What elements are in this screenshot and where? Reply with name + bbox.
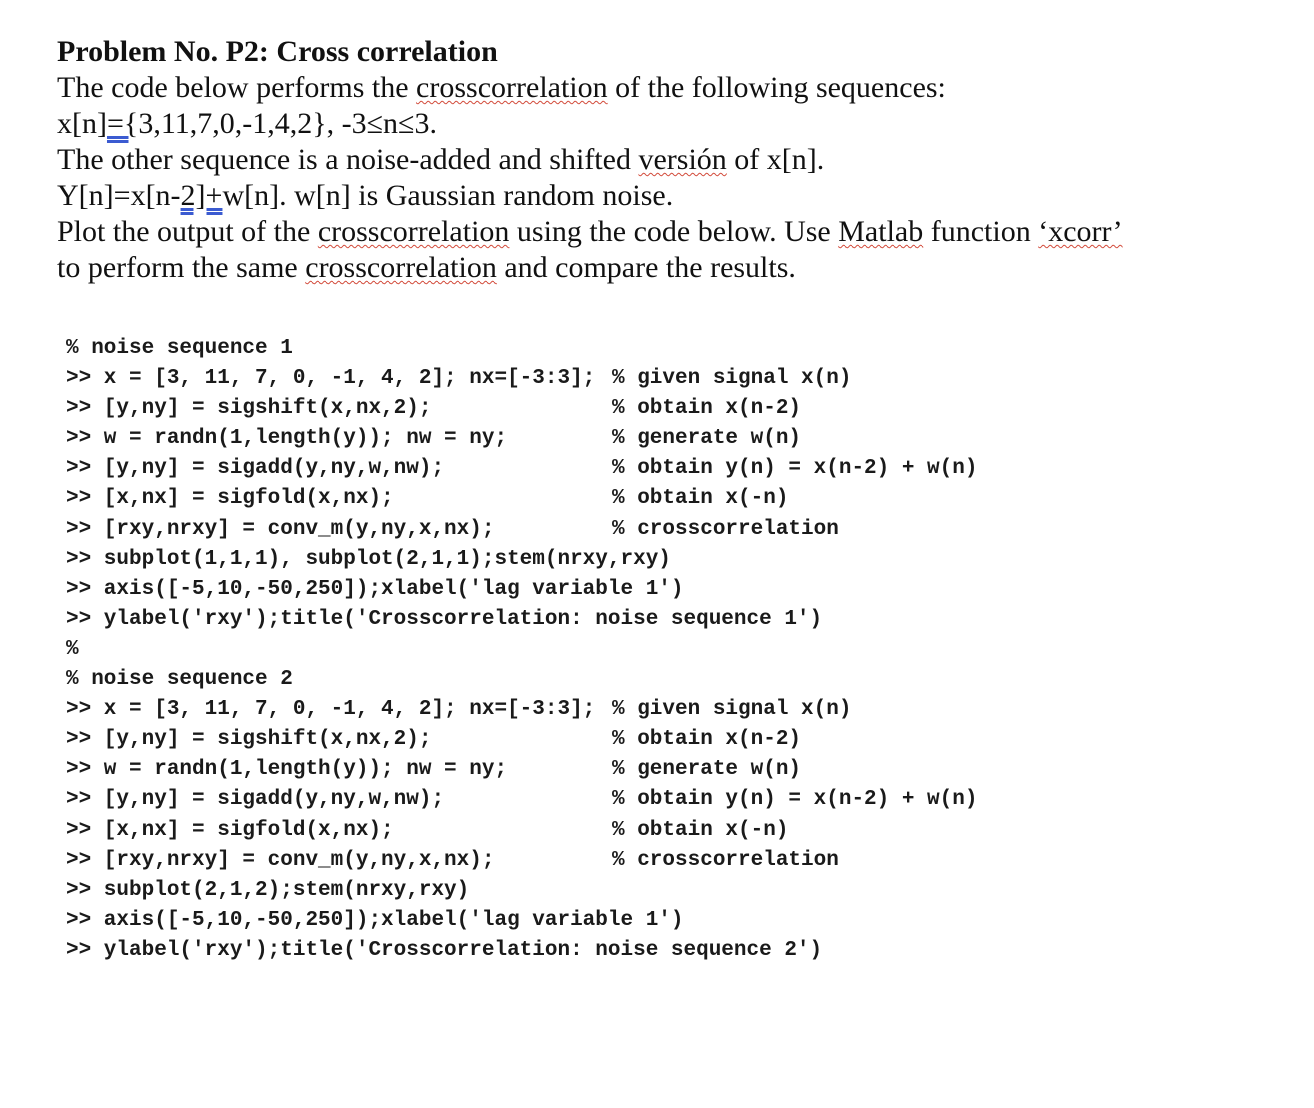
line4-pre: Y[n]=x[n- xyxy=(57,179,181,212)
code-comment: % given signal x(n) xyxy=(612,367,852,391)
code-statement: >> [y,ny] = sigadd(y,ny,w,nw); xyxy=(66,788,445,812)
code-line xyxy=(66,364,1246,394)
line5-a: Plot the output of the xyxy=(57,215,318,248)
code-line xyxy=(66,846,1246,876)
code-statement: >> [x,nx] = sigfold(x,nx); xyxy=(66,487,394,511)
code-comment: % obtain x(n-2) xyxy=(612,728,802,752)
code-statement: >> w = randn(1,length(y)); nw = ny; xyxy=(66,758,508,782)
problem-line-6 xyxy=(57,250,1277,286)
code-statement: % noise sequence 1 xyxy=(66,337,293,360)
line1-after: of the following sequences: xyxy=(607,71,946,104)
code-line xyxy=(66,635,1246,665)
line2-post: 3,11,7,0,-1,4,2}, -3≤n≤3. xyxy=(138,107,438,140)
code-line xyxy=(66,695,1246,725)
code-line xyxy=(66,876,1246,906)
code-comment: % obtain x(-n) xyxy=(612,818,789,842)
code-statement: >> x = [3, 11, 7, 0, -1, 4, 2]; nx=[-3:3]; xyxy=(66,367,596,391)
code-line xyxy=(66,906,1246,936)
spellcheck-word[interactable]: crosscorrelation xyxy=(317,215,510,248)
line3-after: of x[n]. xyxy=(726,143,825,176)
code-line xyxy=(66,484,1246,514)
code-line xyxy=(66,665,1246,695)
code-comment: % obtain x(-n) xyxy=(612,487,789,511)
code-line xyxy=(66,605,1246,635)
code-comment: % generate w(n) xyxy=(612,427,802,451)
code-line xyxy=(66,936,1246,966)
code-comment: % crosscorrelation xyxy=(612,848,839,872)
code-line xyxy=(66,424,1246,454)
problem-line-5 xyxy=(57,214,1277,250)
code-line xyxy=(66,515,1246,545)
matlab-code-block xyxy=(66,334,1246,966)
spellcheck-word[interactable]: versión xyxy=(638,143,727,176)
code-comment: % generate w(n) xyxy=(612,758,802,782)
spellcheck-word[interactable]: crosscorrelation xyxy=(305,251,497,284)
code-statement: >> w = randn(1,length(y)); nw = ny; xyxy=(66,427,508,451)
grammar-flag[interactable]: ={ xyxy=(106,107,139,140)
code-comment: % obtain y(n) = x(n-2) + w(n) xyxy=(612,788,978,812)
spellcheck-word[interactable]: ‘xcorr’ xyxy=(1038,215,1123,248)
line6-before: to perform the same xyxy=(57,251,306,284)
code-line xyxy=(66,725,1246,755)
code-statement: >> subplot(2,1,2);stem(nrxy,rxy) xyxy=(66,878,470,902)
line4-post: w[n]. w[n] is Gaussian random noise. xyxy=(222,179,674,212)
code-line xyxy=(66,785,1246,815)
problem-line-1 xyxy=(57,70,1277,106)
code-statement: % noise sequence 2 xyxy=(66,668,293,692)
line5-b: using the code below. Use xyxy=(509,215,839,248)
code-line xyxy=(66,454,1246,484)
code-statement: >> axis([-5,10,-50,250]);xlabel('lag variable 1') xyxy=(66,908,684,932)
code-statement: >> ylabel('rxy');title('Crosscorrelation: noise sequence 2') xyxy=(66,938,823,962)
line2-pre: x[n] xyxy=(57,107,107,140)
line5-c: function xyxy=(923,215,1039,248)
grammar-flag[interactable]: 2]+ xyxy=(180,179,223,212)
code-line xyxy=(66,755,1246,785)
code-statement: % xyxy=(66,637,79,661)
problem-line-3 xyxy=(57,142,1277,178)
code-statement: >> subplot(1,1,1), subplot(2,1,1);stem(nrxy,rxy) xyxy=(66,547,671,571)
spellcheck-word[interactable]: Matlab xyxy=(838,215,924,248)
code-statement: >> [rxy,nrxy] = conv_m(y,ny,x,nx); xyxy=(66,517,495,541)
code-line xyxy=(66,816,1246,846)
code-statement: >> axis([-5,10,-50,250]);xlabel('lag variable 1') xyxy=(66,577,684,601)
code-comment: % obtain y(n) = x(n-2) + w(n) xyxy=(612,457,978,481)
code-comment: % given signal x(n) xyxy=(612,698,852,722)
code-line xyxy=(66,334,1246,364)
line3-before: The other sequence is a noise-added and shifted xyxy=(57,143,639,176)
code-statement: >> [rxy,nrxy] = conv_m(y,ny,x,nx); xyxy=(66,848,495,872)
problem-line-4 xyxy=(57,178,1277,214)
code-line xyxy=(66,545,1246,575)
problem-line-2 xyxy=(57,106,1277,142)
code-statement: >> [y,ny] = sigadd(y,ny,w,nw); xyxy=(66,457,445,481)
code-comment: % crosscorrelation xyxy=(612,517,839,541)
code-statement: >> x = [3, 11, 7, 0, -1, 4, 2]; nx=[-3:3]; xyxy=(66,698,596,722)
code-line xyxy=(66,394,1246,424)
code-line xyxy=(66,575,1246,605)
code-comment: % obtain x(n-2) xyxy=(612,397,802,421)
spellcheck-word[interactable]: crosscorrelation xyxy=(416,71,608,104)
problem-title: Problem No. P2: Cross correlation xyxy=(57,35,498,68)
line6-after: and compare the results. xyxy=(496,251,796,284)
line1-before: The code below performs the xyxy=(57,71,417,104)
code-statement: >> ylabel('rxy');title('Crosscorrelation: noise sequence 1') xyxy=(66,607,823,631)
code-statement: >> [y,ny] = sigshift(x,nx,2); xyxy=(66,728,432,752)
problem-statement xyxy=(57,34,1277,286)
code-statement: >> [y,ny] = sigshift(x,nx,2); xyxy=(66,397,432,421)
code-statement: >> [x,nx] = sigfold(x,nx); xyxy=(66,818,394,842)
